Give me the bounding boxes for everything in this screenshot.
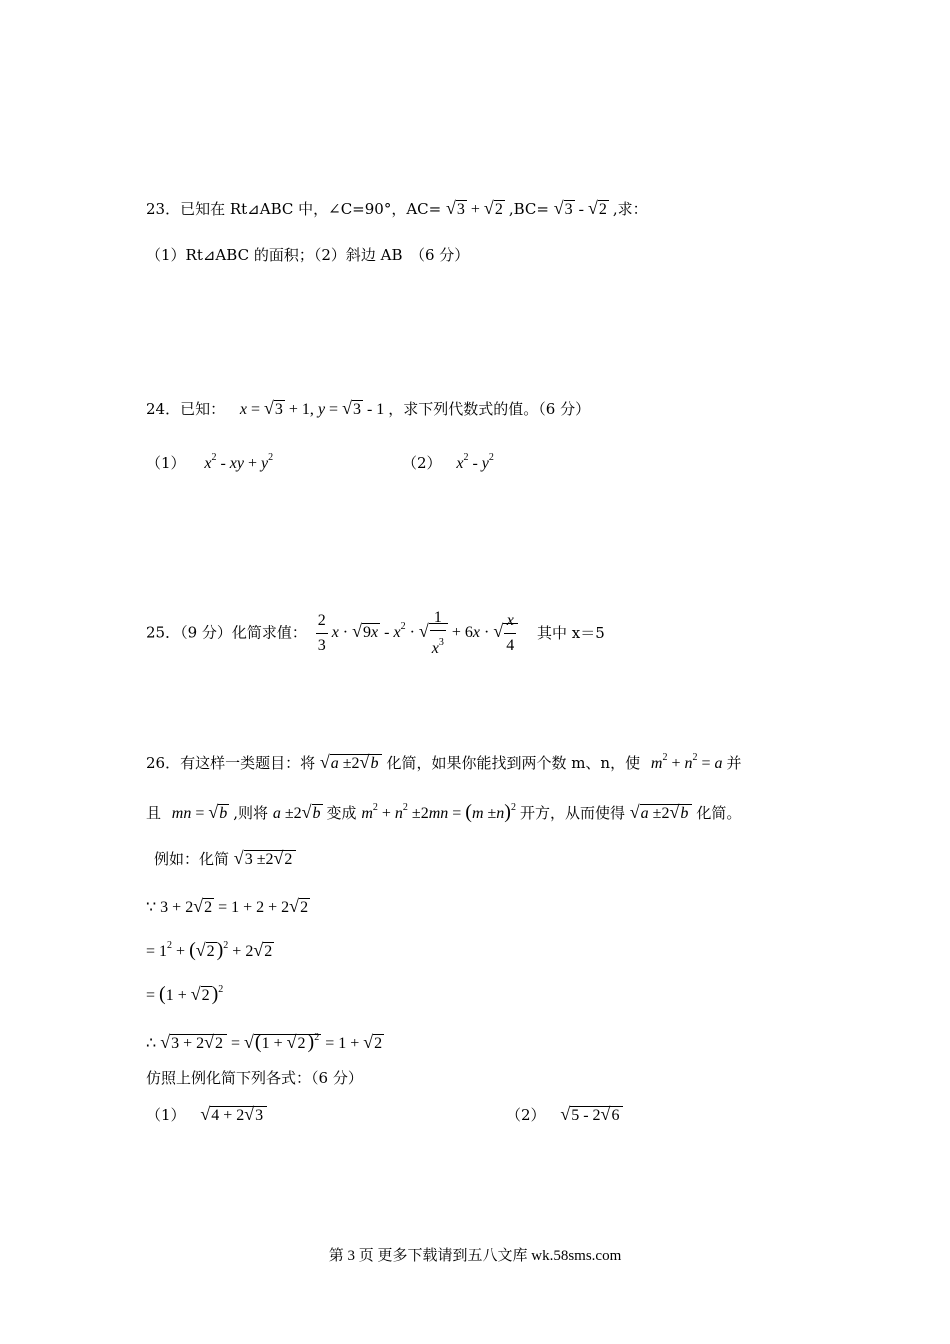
q26-line2-text3: 开方，从而使得 [519, 804, 625, 822]
q26-step1: ∵ 3 + 2√2 = 1 + 2 + 2√2 [146, 896, 309, 916]
q26-line1 [146, 748, 742, 774]
q24-part1-expr: $x^2$ - xy + $y^2$ [204, 452, 274, 472]
q24-given: x = √3 + 1, y = √3 - 1 [239, 398, 389, 418]
q25-expr: $\frac{2}{3}$ $x \cdot √9x - x^2$ · √ $\frac{1}{x^3}$ + 6x · √ $\frac{x}{4}$ [316, 606, 519, 661]
q26-example-label: 例如：化简 [154, 850, 230, 868]
q24-part1 [146, 448, 273, 474]
q26-line2-text2: 变成 [326, 804, 357, 822]
q26-line2-eq2: a ±2√b [272, 802, 321, 822]
q25-suffix: 其中 x＝5 [537, 623, 605, 642]
q26-line1-rad: √a ±2√b [320, 755, 387, 772]
q26-part1 [146, 1104, 267, 1126]
q26-part1-expr: √4 + 2√3 [200, 1107, 267, 1124]
q26-example [154, 848, 296, 870]
q24-part2 [402, 448, 494, 474]
q26-line1-end: 并 [726, 754, 742, 772]
q24-suffix: ，求下列代数式的值。（6 分） [388, 400, 591, 418]
q23-bc-label: ,BC= [508, 200, 549, 218]
q23-line2: （1）Rt⊿ABC 的面积；（2）斜边 AB （6 分） [146, 246, 470, 264]
q26-line2 [146, 798, 741, 824]
q26-line2-start: 且 [146, 804, 162, 822]
q26-step3: = (1 + √2 )$^2$ [146, 983, 224, 1005]
q26-instruction: 仿照上例化简下列各式：（6 分） [146, 1069, 363, 1087]
q23-bc-expr: √3 - √2 [553, 198, 607, 218]
q26-line1-mid: 化简，如果你能找到两个数 m、n，使 [386, 754, 641, 772]
q23-suffix: ,求： [612, 200, 648, 218]
q26-step2: = $1^2 + (√2$ )$^2$ + 2√2 [146, 939, 273, 961]
q26-line2-text1: ,则将 [233, 804, 269, 822]
q26-part2-label: （2） [506, 1106, 546, 1124]
page-footer: 第 3 页 更多下载请到五八文库 wk.58sms.com [328, 1248, 622, 1264]
q26-part2 [506, 1104, 623, 1126]
q26-line1-eq: $m^2 + n^2 = a$ [650, 752, 723, 772]
q26-part2-expr: √5 - 2√6 [560, 1107, 623, 1124]
q26-line2-eq1: mn = √b [171, 802, 228, 822]
q24-line1 [146, 398, 590, 420]
q24-part2-label: （2） [402, 454, 442, 472]
q26-line2-end: 化简。 [696, 804, 742, 822]
q25-line [146, 606, 605, 661]
q25-prefix: 25．（9 分）化简求值： [146, 623, 307, 642]
q26-step4: ∴ √3 + 2√2 = √(1 + √2 )$^2$ = 1 + √2 [146, 1031, 383, 1053]
q23-ac-expr: √3 + √2 [446, 198, 503, 218]
q26-part1-label: （1） [146, 1106, 186, 1124]
q26-line1-prefix: 26．有这样一类题目：将 [146, 754, 316, 772]
q23-line1 [146, 198, 648, 220]
q24-part1-label: （1） [146, 454, 186, 472]
q24-part2-expr: $x^2 - y^2$ [456, 452, 494, 472]
q24-prefix: 24．已知： [146, 400, 226, 418]
q23-prefix: 23．已知在 Rt⊿ABC 中，∠C=90°，AC= [146, 200, 442, 218]
q26-line2-rad: √a ±2√b [630, 805, 697, 822]
q26-line2-eq3: $m^2 + n^2 \pm 2mn = (m \pm n)^2$ [361, 801, 516, 823]
q26-example-expr: √3 ±2√2 [234, 851, 297, 868]
